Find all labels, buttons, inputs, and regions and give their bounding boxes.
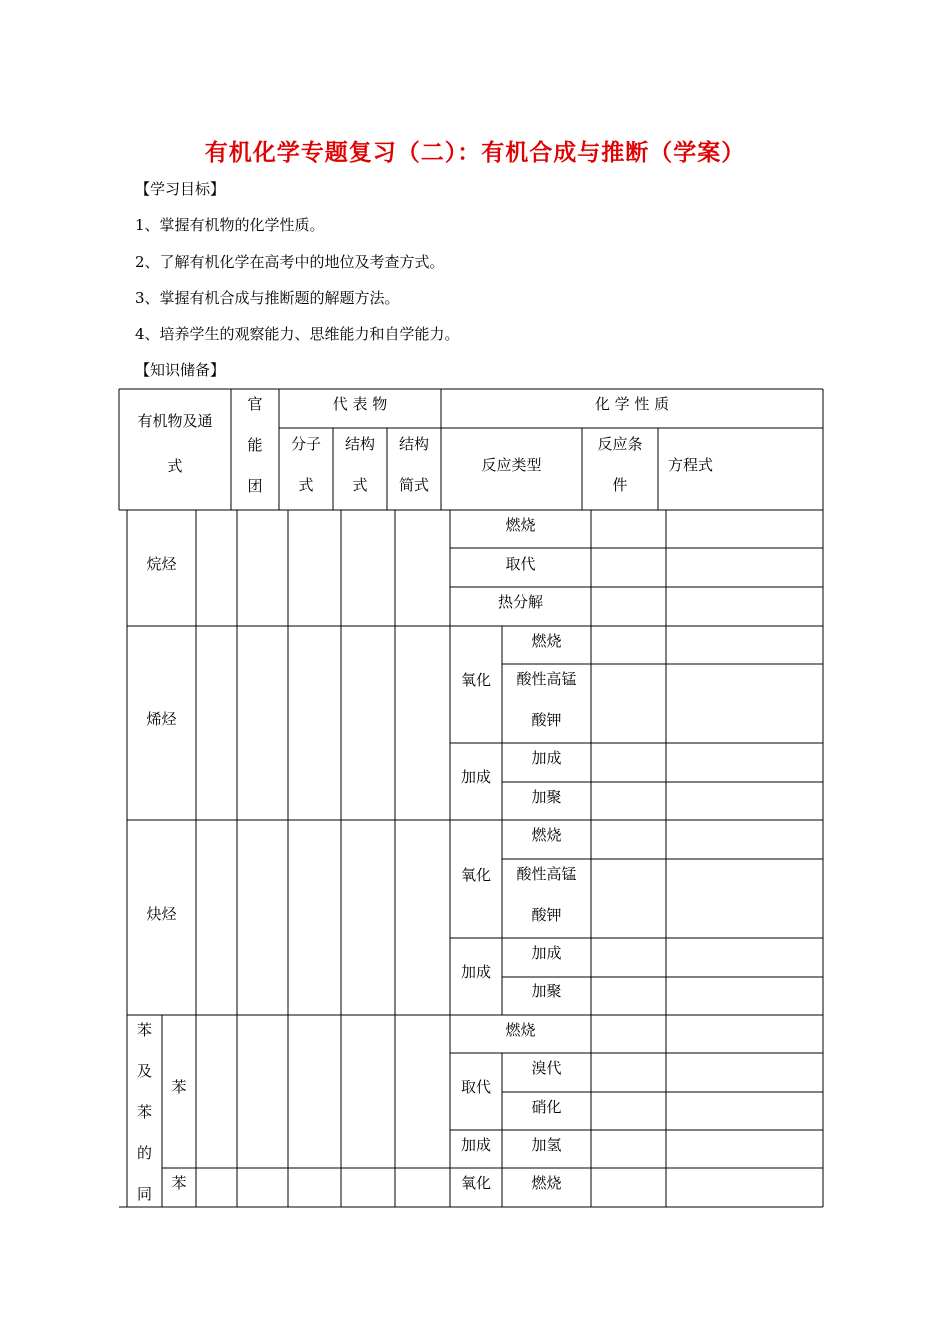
- benzene-substitution: 取代: [460, 1078, 491, 1096]
- goal-item: 1、掌握有机物的化学性质。: [135, 216, 325, 234]
- header-group: 团: [247, 477, 263, 495]
- goal-item: 3、掌握有机合成与推断题的解题方法。: [135, 289, 400, 307]
- benzene-combustion: 燃烧: [505, 1021, 536, 1039]
- alkene-kmno4: 酸钾: [531, 711, 562, 729]
- benzene-hydrogenation: 加氢: [531, 1136, 562, 1154]
- alkyne-kmno4: 酸钾: [531, 906, 562, 924]
- header-equation: 方程式: [668, 456, 714, 474]
- header-structural-formula: 结构: [344, 435, 375, 453]
- header-reaction-condition: 反应条: [597, 435, 643, 453]
- header-molecular-formula: 式: [298, 476, 314, 494]
- row-alkyne-name: 炔烃: [146, 905, 177, 923]
- row-benzene-name: 苯: [171, 1078, 187, 1096]
- homolog-oxidation: 氧化: [460, 1174, 491, 1192]
- alkyne-addition: 加成: [460, 963, 491, 981]
- goal-item: 4、培养学生的观察能力、思维能力和自学能力。: [135, 325, 460, 343]
- alkyne-oxidation: 氧化: [460, 866, 491, 884]
- header-organic-cont: 式: [167, 457, 183, 475]
- alkane-reaction: 热分解: [497, 593, 543, 611]
- benzene-bromination: 溴代: [531, 1059, 562, 1077]
- goal-item: 2、了解有机化学在高考中的地位及考查方式。: [135, 253, 445, 271]
- header-simplified-formula: 简式: [398, 476, 429, 494]
- page-title: 有机化学专题复习（二）：有机合成与推断（学案）: [204, 139, 746, 166]
- row-alkane-name: 烷烃: [146, 555, 177, 573]
- benzene-group-char: 及: [136, 1062, 152, 1080]
- alkene-kmno4: 酸性高锰: [516, 670, 577, 688]
- header-molecular-formula: 分子: [290, 435, 321, 453]
- section-knowledge-heading: 【知识储备】: [135, 361, 226, 379]
- header-reaction-condition: 件: [612, 476, 628, 494]
- row-alkene-name: 烯烃: [146, 710, 177, 728]
- alkyne-addition-reaction: 加成: [531, 944, 562, 962]
- alkane-reaction: 燃烧: [505, 516, 536, 534]
- header-group: 能: [247, 436, 263, 454]
- alkene-oxidation: 氧化: [460, 671, 491, 689]
- section-goals-heading: 【学习目标】: [135, 180, 226, 198]
- benzene-group-char: 苯: [136, 1021, 152, 1039]
- alkyne-polymerization: 加聚: [531, 982, 562, 1000]
- alkene-polymerization: 加聚: [531, 788, 562, 806]
- benzene-nitration: 硝化: [531, 1098, 562, 1116]
- header-simplified-formula: 结构: [398, 435, 429, 453]
- header-organic: 有机物及通: [137, 412, 213, 430]
- alkene-combustion: 燃烧: [531, 632, 562, 650]
- header-representative: 代 表 物: [332, 395, 388, 413]
- benzene-group-char: 苯: [136, 1103, 152, 1121]
- alkyne-combustion: 燃烧: [531, 826, 562, 844]
- alkyne-kmno4: 酸性高锰: [516, 865, 577, 883]
- benzene-addition: 加成: [460, 1136, 491, 1154]
- homolog-combustion: 燃烧: [531, 1174, 562, 1192]
- header-chem-properties: 化 学 性 质: [594, 395, 670, 413]
- header-reaction-type: 反应类型: [481, 456, 542, 474]
- alkene-addition-reaction: 加成: [531, 749, 562, 767]
- header-group: 官: [247, 395, 263, 413]
- header-structural-formula: 式: [352, 476, 368, 494]
- benzene-group-char: 的: [136, 1144, 152, 1162]
- row-benzene-homolog-name: 苯: [171, 1174, 187, 1192]
- alkane-reaction: 取代: [505, 555, 536, 573]
- benzene-group-char: 同: [136, 1185, 152, 1203]
- alkene-addition: 加成: [460, 768, 491, 786]
